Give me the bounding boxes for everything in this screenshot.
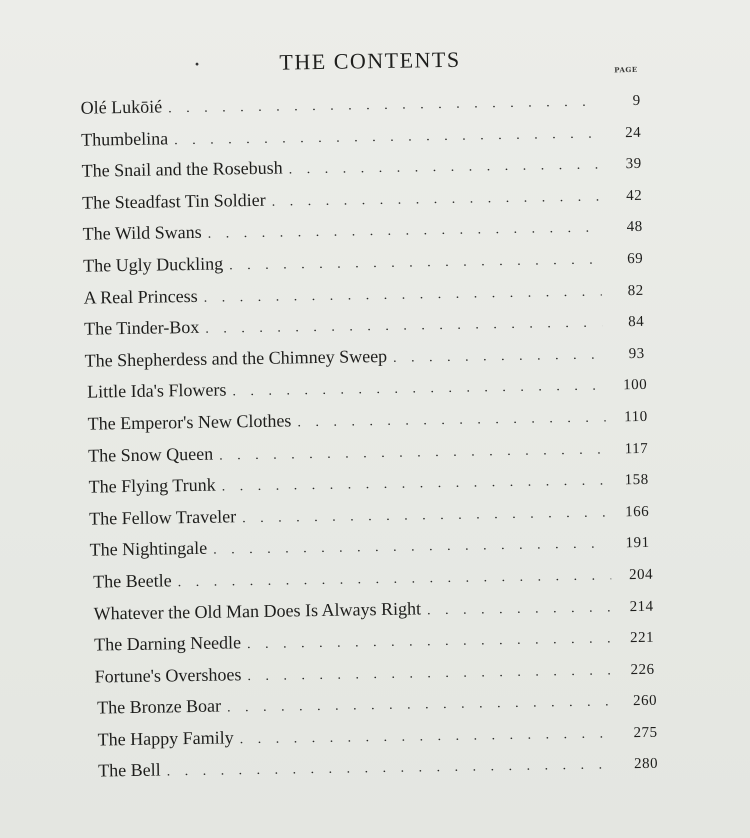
toc-entry-title: The Wild Swans (82, 222, 202, 245)
toc-entry-title: The Snow Queen (88, 443, 214, 466)
toc-entry-title: Fortune's Overshoes (94, 663, 242, 687)
toc-entry-page: 93 (628, 345, 645, 362)
toc-entry-page: 280 (633, 756, 659, 773)
table-of-contents (80, 84, 659, 788)
toc-entry-title: A Real Princess (83, 285, 198, 308)
toc-entry-page: 226 (630, 661, 655, 678)
toc-entry-page: 117 (624, 440, 649, 457)
toc-entry-page: 191 (625, 535, 650, 552)
toc-entry-title: Little Ida's Flowers (87, 379, 227, 402)
dot-leader (166, 750, 616, 789)
decorative-dot: • (193, 59, 201, 71)
toc-entry-page: 69 (627, 250, 644, 268)
toc-entry-page: 82 (627, 282, 644, 299)
toc-entry-page: 110 (624, 408, 648, 426)
toc-entry-page: 204 (628, 566, 654, 584)
toc-entry-title: The Beetle (92, 570, 172, 592)
toc-entry-title: The Fellow Traveler (89, 506, 237, 529)
toc-entry-title: The Nightingale (89, 538, 208, 560)
toc-entry-page: 39 (625, 156, 642, 173)
toc-entry-title: The Ugly Duckling (83, 253, 224, 276)
page-title: THE CONTENTS (279, 46, 461, 75)
toc-entry-page: 42 (626, 187, 643, 204)
toc-entry-page: 275 (633, 724, 658, 741)
toc-entry-page: 84 (628, 314, 645, 331)
toc-entry-title: Thumbelina (81, 127, 169, 150)
toc-entry-title: The Shepherdess and the Chimney Sweep (84, 345, 388, 371)
toc-entry-page: 158 (624, 471, 649, 489)
toc-entry-page: 48 (626, 219, 643, 236)
toc-entry-title: The Snail and the Rosebush (81, 157, 283, 181)
toc-entry-title: The Tinder-Box (84, 317, 200, 339)
toc-entry-page: 166 (625, 503, 650, 520)
toc-entry-page: 221 (629, 629, 655, 647)
toc-entry-title: The Steadfast Tin Soldier (82, 189, 266, 213)
toc-entry-page: 100 (623, 377, 648, 394)
toc-entry-title: The Emperor's New Clothes (87, 410, 292, 434)
toc-entry-title: The Flying Trunk (88, 474, 216, 497)
toc-entry-page: 260 (632, 693, 658, 710)
toc-entry-title: Whatever the Old Man Does Is Always Right (93, 597, 422, 624)
dot-leader (288, 150, 599, 186)
dot-leader (271, 181, 600, 218)
toc-entry-title: The Bronze Boar (96, 695, 222, 718)
toc-entry-page: 24 (625, 124, 642, 141)
toc-entry-page: 9 (632, 92, 641, 110)
toc-entry-title: The Darning Needle (93, 632, 242, 655)
toc-entry-title: The Happy Family (97, 727, 234, 750)
toc-entry-page: 214 (629, 598, 654, 615)
toc-entry-title: The Bell (97, 760, 161, 781)
page-column-label: PAGE (614, 64, 638, 75)
toc-entry-title: Olé Lukōié (80, 96, 163, 118)
